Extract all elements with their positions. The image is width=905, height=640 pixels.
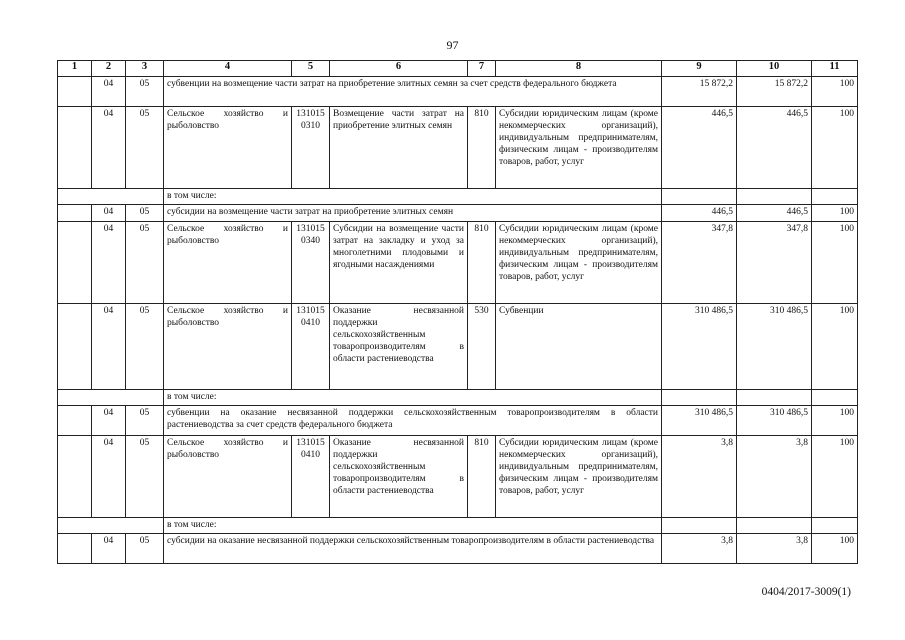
note-cell: в том числе: [164, 189, 662, 205]
subsection-code-cell: 05 [126, 222, 164, 304]
empty-cell [812, 390, 858, 406]
target-code-cell: 131015 0340 [292, 222, 330, 304]
section-code-cell: 04 [92, 205, 126, 222]
table-body [58, 77, 858, 564]
empty-cell [812, 189, 858, 205]
column-header: 5 [292, 61, 330, 77]
subsection-code-cell: 05 [126, 77, 164, 107]
percent-cell: 100 [812, 436, 858, 518]
empty-cell [58, 406, 92, 436]
subsection-code-cell: 05 [126, 107, 164, 189]
column-header: 4 [164, 61, 292, 77]
recipient-cell: Субсидии юридическим лицам (кроме некоммерческих организаций), индивидуальным предпринимателям, физическим лицам - производителям товаров, работ, услуг [496, 107, 662, 189]
description-cell: субсидии на оказание несвязанной поддержки сельскохозяйственным товаропроизводителям в области растениеводства [164, 534, 662, 564]
percent-cell: 100 [812, 406, 858, 436]
purpose-cell: Возмещение части затрат на приобретение элитных семян [330, 107, 468, 189]
section-code-cell: 04 [92, 77, 126, 107]
section-code-cell: 04 [92, 534, 126, 564]
expense-type-cell: 810 [468, 222, 496, 304]
industry-cell: Сельское хозяйство и рыболовство [164, 222, 292, 304]
empty-cell [58, 77, 92, 107]
amount-executed-cell: 3,8 [737, 436, 812, 518]
empty-cell [58, 518, 164, 534]
section-code-cell: 04 [92, 406, 126, 436]
empty-cell [662, 390, 737, 406]
amount-planned-cell: 3,8 [662, 436, 737, 518]
note-cell: в том числе: [164, 390, 662, 406]
table-row [58, 518, 858, 534]
section-code-cell: 04 [92, 222, 126, 304]
empty-cell [737, 518, 812, 534]
empty-cell [662, 518, 737, 534]
table-row [58, 390, 858, 406]
empty-cell [737, 390, 812, 406]
expense-type-cell: 810 [468, 436, 496, 518]
industry-cell: Сельское хозяйство и рыболовство [164, 107, 292, 189]
page-number: 97 [446, 38, 459, 52]
document-code: 0404/2017-3009(1) [761, 586, 851, 598]
empty-cell [58, 436, 92, 518]
percent-cell: 100 [812, 107, 858, 189]
section-code-cell: 04 [92, 107, 126, 189]
empty-cell [58, 107, 92, 189]
amount-planned-cell: 347,8 [662, 222, 737, 304]
amount-executed-cell: 310 486,5 [737, 304, 812, 390]
column-header: 2 [92, 61, 126, 77]
amount-executed-cell: 446,5 [737, 205, 812, 222]
amount-executed-cell: 15 872,2 [737, 77, 812, 107]
column-header: 3 [126, 61, 164, 77]
description-cell: субсидии на возмещение части затрат на приобретение элитных семян [164, 205, 662, 222]
section-code-cell: 04 [92, 436, 126, 518]
empty-cell [58, 222, 92, 304]
expense-type-cell: 810 [468, 107, 496, 189]
column-header: 11 [812, 61, 858, 77]
industry-cell: Сельское хозяйство и рыболовство [164, 436, 292, 518]
amount-executed-cell: 347,8 [737, 222, 812, 304]
subsection-code-cell: 05 [126, 304, 164, 390]
amount-planned-cell: 310 486,5 [662, 304, 737, 390]
table-row [58, 534, 858, 564]
amount-planned-cell: 15 872,2 [662, 77, 737, 107]
table-row [58, 406, 858, 436]
amount-planned-cell: 310 486,5 [662, 406, 737, 436]
description-cell: субвенции на оказание несвязанной поддержки сельскохозяйственным товаропроизводителям в области растениеводства за счет средств федерального бюджета [164, 406, 662, 436]
table-row [58, 222, 858, 304]
subsection-code-cell: 05 [126, 436, 164, 518]
amount-planned-cell: 3,8 [662, 534, 737, 564]
amount-executed-cell: 3,8 [737, 534, 812, 564]
empty-cell [58, 534, 92, 564]
table-header-row [58, 61, 858, 77]
empty-cell [58, 304, 92, 390]
column-header: 6 [330, 61, 468, 77]
percent-cell: 100 [812, 77, 858, 107]
amount-planned-cell: 446,5 [662, 107, 737, 189]
expense-type-cell: 530 [468, 304, 496, 390]
note-cell: в том числе: [164, 518, 662, 534]
column-header: 1 [58, 61, 92, 77]
recipient-cell: Субсидии юридическим лицам (кроме некоммерческих организаций), индивидуальным предпринимателям, физическим лицам - производителям товаров, работ, услуг [496, 222, 662, 304]
table-row [58, 304, 858, 390]
table-row [58, 77, 858, 107]
column-header: 9 [662, 61, 737, 77]
purpose-cell: Оказание несвязанной поддержки сельскохозяйственным товаропроизводителям в области растениеводства [330, 436, 468, 518]
subsection-code-cell: 05 [126, 205, 164, 222]
target-code-cell: 131015 0310 [292, 107, 330, 189]
column-header: 8 [496, 61, 662, 77]
percent-cell: 100 [812, 304, 858, 390]
target-code-cell: 131015 0410 [292, 436, 330, 518]
table-row [58, 205, 858, 222]
purpose-cell: Оказание несвязанной поддержки сельскохозяйственным товаропроизводителям в области растениеводства [330, 304, 468, 390]
column-header: 7 [468, 61, 496, 77]
empty-cell [58, 390, 164, 406]
description-cell: субвенции на возмещение части затрат на приобретение элитных семян за счет средств федерального бюджета [164, 77, 662, 107]
budget-table [57, 60, 858, 564]
empty-cell [58, 205, 92, 222]
table-row [58, 436, 858, 518]
percent-cell: 100 [812, 205, 858, 222]
subsection-code-cell: 05 [126, 534, 164, 564]
subsection-code-cell: 05 [126, 406, 164, 436]
purpose-cell: Субсидии на возмещение части затрат на закладку и уход за многолетними плодовыми и ягодными насаждениями [330, 222, 468, 304]
industry-cell: Сельское хозяйство и рыболовство [164, 304, 292, 390]
empty-cell [662, 189, 737, 205]
percent-cell: 100 [812, 222, 858, 304]
section-code-cell: 04 [92, 304, 126, 390]
recipient-cell: Субвенции [496, 304, 662, 390]
recipient-cell: Субсидии юридическим лицам (кроме некоммерческих организаций), индивидуальным предпринимателям, физическим лицам - производителям товаров, работ, услуг [496, 436, 662, 518]
amount-executed-cell: 446,5 [737, 107, 812, 189]
empty-cell [812, 518, 858, 534]
target-code-cell: 131015 0410 [292, 304, 330, 390]
amount-executed-cell: 310 486,5 [737, 406, 812, 436]
empty-cell [737, 189, 812, 205]
percent-cell: 100 [812, 534, 858, 564]
table-row [58, 189, 858, 205]
empty-cell [58, 189, 164, 205]
column-header: 10 [737, 61, 812, 77]
table-row [58, 107, 858, 189]
amount-planned-cell: 446,5 [662, 205, 737, 222]
